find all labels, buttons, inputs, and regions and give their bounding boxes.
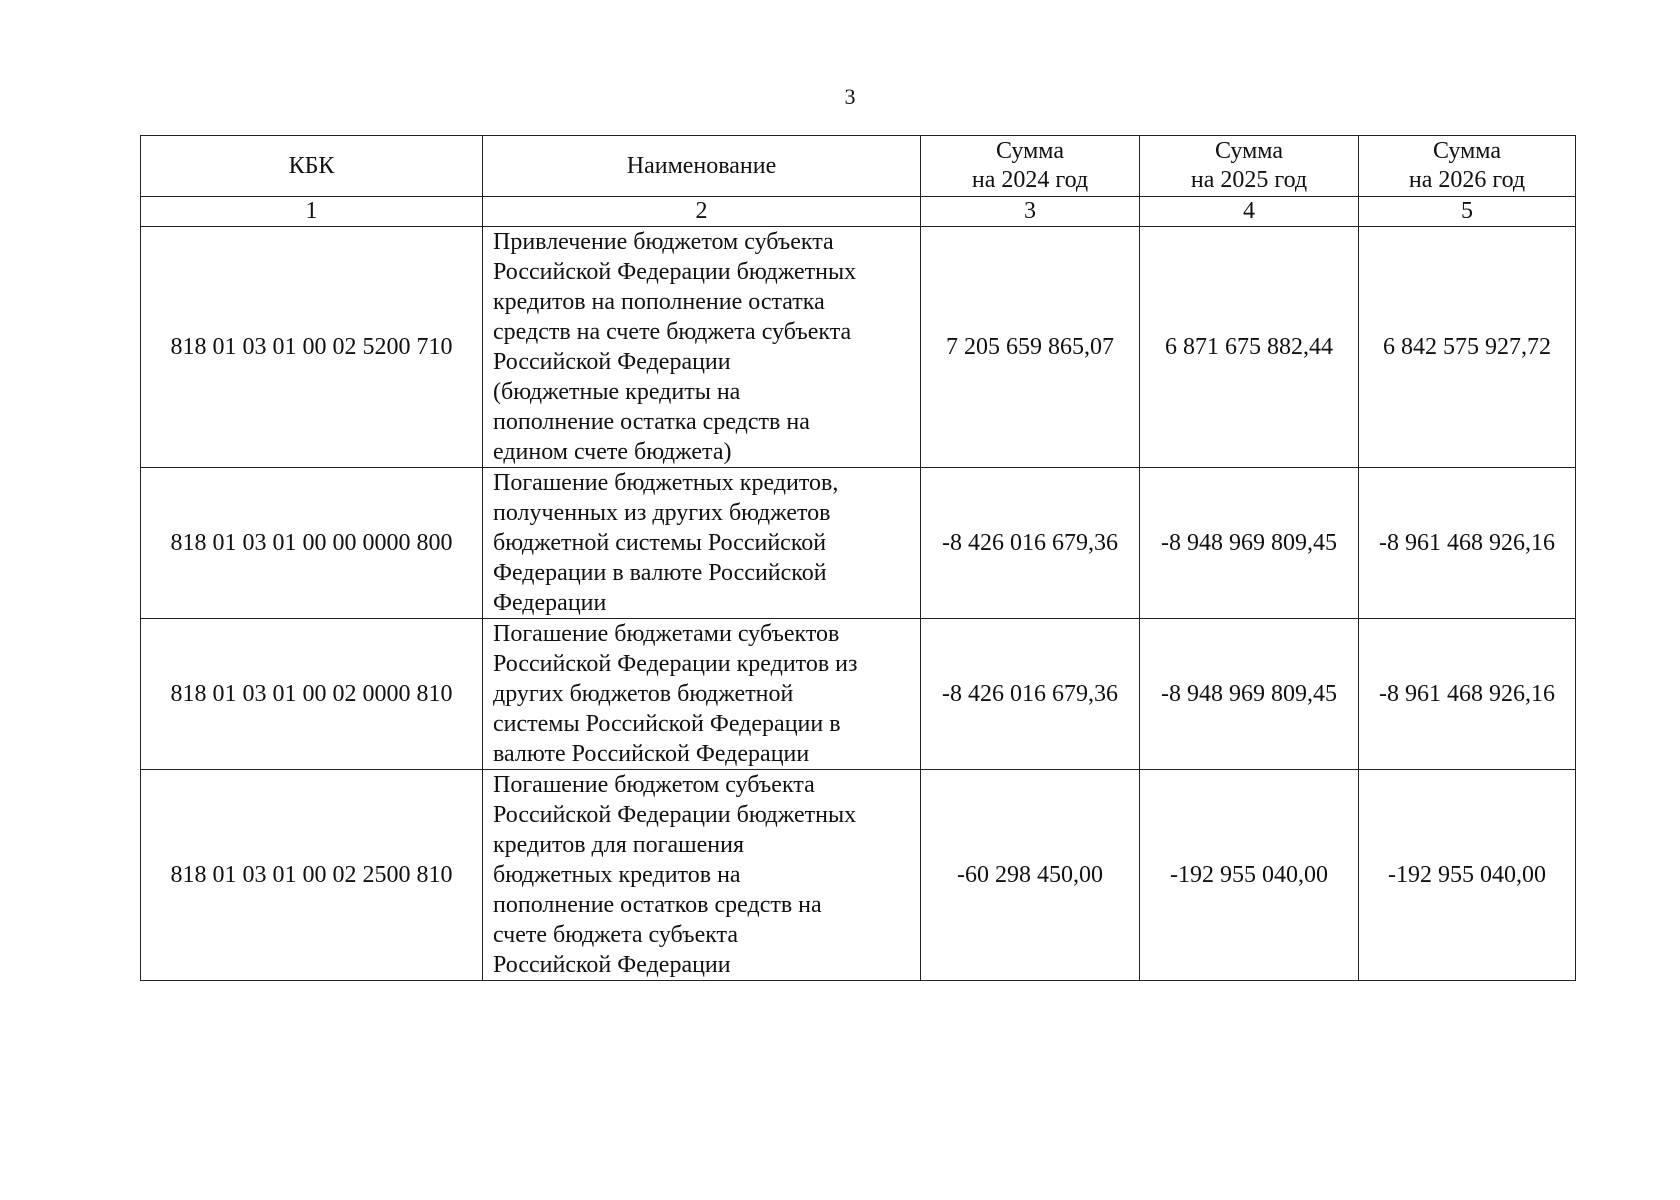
name-line: кредитов на пополнение остатка [493,289,825,315]
sum-2026: -8 961 468 926,16 [1359,619,1576,770]
column-number: 5 [1359,197,1576,227]
column-number: 4 [1140,197,1359,227]
sum-2026: -8 961 468 926,16 [1359,468,1576,619]
header-sum-2025-line1: Сумма [1215,138,1283,164]
row-name [483,770,921,981]
kbk-code: 818 01 03 01 00 02 2500 810 [141,770,483,981]
kbk-code: 818 01 03 01 00 00 0000 800 [141,468,483,619]
header-sum-2026 [1359,136,1576,197]
sum-2025: -8 948 969 809,45 [1140,619,1359,770]
header-row [141,136,1576,197]
name-line: счете бюджета субъекта [493,922,738,948]
name-line: (бюджетные кредиты на [493,379,741,405]
header-sum-2024 [921,136,1140,197]
header-sum-2024-line1: Сумма [996,138,1064,164]
name-line: пополнение остатков средств на [493,892,822,918]
page-number: 3 [844,84,856,109]
sum-2025: -8 948 969 809,45 [1140,468,1359,619]
name-line: едином счете бюджета) [493,439,732,465]
name-line: полученных из других бюджетов [493,500,831,526]
name-line: бюджетной системы Российской [493,530,827,556]
column-number-row [141,197,1576,227]
sum-2024: -60 298 450,00 [921,770,1140,981]
column-number: 1 [141,197,483,227]
name-line: Российской Федерации бюджетных [493,259,857,285]
column-number: 2 [483,197,921,227]
budget-sources-table [140,135,1576,981]
name-line: валюте Российской Федерации [493,741,810,767]
name-line: Российской Федерации кредитов из [493,651,858,677]
name-line: Российской Федерации [493,349,731,375]
sum-2025: -192 955 040,00 [1140,770,1359,981]
sum-2024: -8 426 016 679,36 [921,468,1140,619]
sum-2024: -8 426 016 679,36 [921,619,1140,770]
row-name [483,619,921,770]
name-line: Федерации [493,590,607,616]
name-line: Погашение бюджетных кредитов, [493,470,839,496]
name-line: Российской Федерации [493,952,731,978]
name-line: Погашение бюджетами субъектов [493,621,840,647]
name-line: Погашение бюджетом субъекта [493,772,815,798]
name-line: системы Российской Федерации в [493,711,841,737]
sum-2025: 6 871 675 882,44 [1140,227,1359,468]
table-row [141,468,1576,619]
header-sum-2024-line2: на 2024 год [971,167,1089,193]
header-sum-2026-line1: Сумма [1433,138,1501,164]
sum-2024: 7 205 659 865,07 [921,227,1140,468]
column-number: 3 [921,197,1140,227]
name-line: бюджетных кредитов на [493,862,741,888]
name-line: пополнение остатка средств на [493,409,810,435]
table-row [141,619,1576,770]
name-line: средств на счете бюджета субъекта [493,319,852,345]
name-line: Федерации в валюте Российской [493,560,827,586]
name-line: кредитов для погашения [493,832,744,858]
table-row [141,770,1576,981]
table-row [141,227,1576,468]
header-sum-2026-line2: на 2026 год [1408,167,1526,193]
row-name [483,227,921,468]
sum-2026: -192 955 040,00 [1359,770,1576,981]
header-name: Наименование [483,136,921,197]
header-sum-2025 [1140,136,1359,197]
header-kbk: КБК [141,136,483,197]
sum-2026: 6 842 575 927,72 [1359,227,1576,468]
name-line: Российской Федерации бюджетных [493,802,857,828]
header-sum-2025-line2: на 2025 год [1190,167,1308,193]
kbk-code: 818 01 03 01 00 02 5200 710 [141,227,483,468]
name-line: других бюджетов бюджетной [493,681,794,707]
kbk-code: 818 01 03 01 00 02 0000 810 [141,619,483,770]
name-line: Привлечение бюджетом субъекта [493,229,834,255]
row-name [483,468,921,619]
